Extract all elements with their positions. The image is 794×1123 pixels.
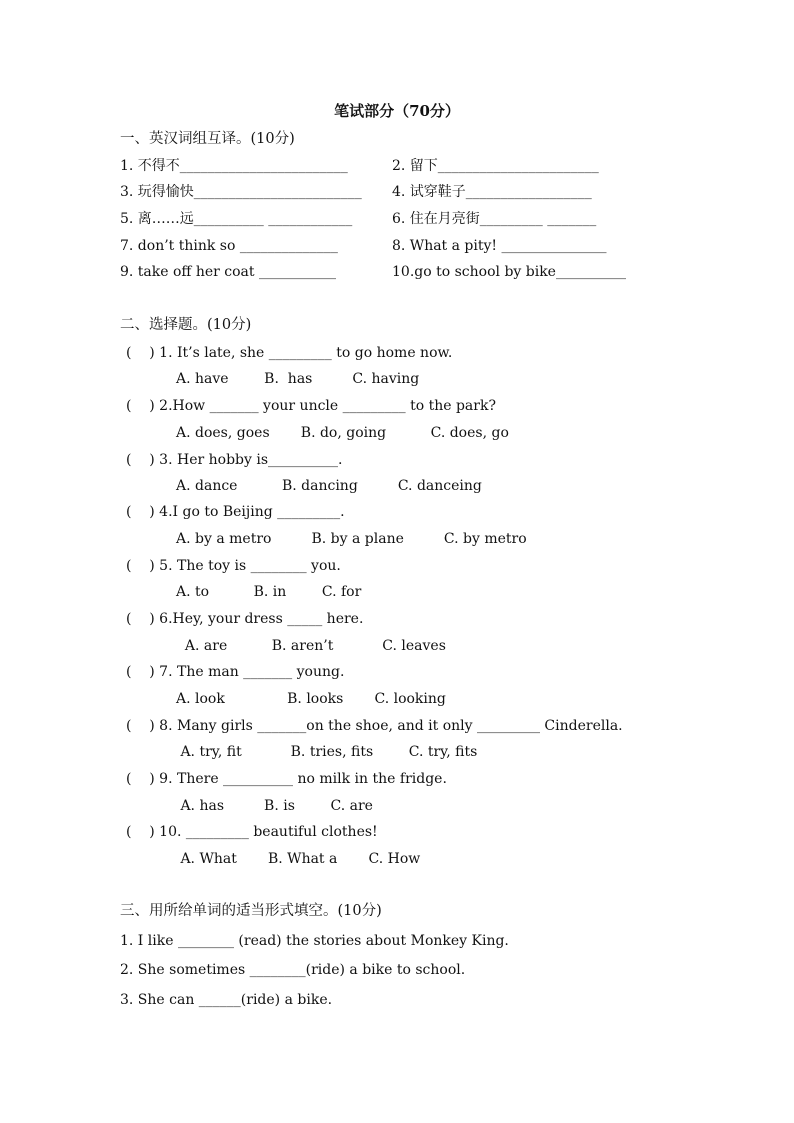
page-title: 笔试部分（70分） bbox=[334, 102, 460, 120]
choice-question: ( ) 3. Her hobby is__________. bbox=[126, 452, 343, 468]
translation-item: 1. 不得不________________________ bbox=[120, 158, 348, 174]
translation-item: 3. 玩得愉快________________________ bbox=[120, 184, 362, 200]
translation-item: 7. don’t think so ______________ bbox=[120, 238, 338, 254]
choice-question: ( ) 4.I go to Beijing _________. bbox=[126, 504, 345, 520]
choice-question: ( ) 7. The man _______ young. bbox=[126, 664, 345, 680]
choice-options: A. What B. What a C. How bbox=[176, 851, 421, 867]
choice-question: ( ) 10. _________ beautiful clothes! bbox=[126, 824, 378, 840]
translation-item: 6. 住在月亮街_________ _______ bbox=[392, 211, 597, 227]
choice-question: ( ) 2.How _______ your uncle _________ to the park? bbox=[126, 398, 496, 414]
section3-heading: 三、用所给单词的适当形式填空。(10分) bbox=[120, 903, 382, 919]
section1-heading: 一、英汉词组互译。(10分) bbox=[120, 131, 295, 147]
choice-options: A. look B. looks C. looking bbox=[176, 691, 446, 707]
translation-item: 5. 离……远__________ ____________ bbox=[120, 211, 353, 227]
choice-question: ( ) 5. The toy is ________ you. bbox=[126, 558, 341, 574]
section2-heading: 二、选择题。(10分) bbox=[120, 317, 252, 333]
choice-options: A. has B. is C. are bbox=[176, 798, 373, 814]
translation-item: 10.go to school by bike__________ bbox=[392, 264, 626, 280]
fill-blank-item: 1. I like ________ (read) the stories about Monkey King. bbox=[120, 933, 509, 949]
choice-options: A. by a metro B. by a plane C. by metro bbox=[176, 531, 527, 547]
choice-options: A. have B. has C. having bbox=[176, 371, 420, 387]
choice-options: A. does, goes B. do, going C. does, go bbox=[176, 425, 509, 441]
fill-blank-item: 2. She sometimes ________(ride) a bike to school. bbox=[120, 962, 466, 978]
translation-item: 8. What a pity! _______________ bbox=[392, 238, 607, 254]
choice-question: ( ) 6.Hey, your dress _____ here. bbox=[126, 611, 364, 627]
choice-question: ( ) 1. It’s late, she _________ to go home now. bbox=[126, 345, 453, 361]
choice-options: A. dance B. dancing C. danceing bbox=[176, 478, 482, 494]
choice-options: A. to B. in C. for bbox=[176, 584, 362, 600]
translation-item: 2. 留下_______________________ bbox=[392, 158, 599, 174]
fill-blank-item: 3. She can ______(ride) a bike. bbox=[120, 992, 333, 1008]
translation-item: 4. 试穿鞋子__________________ bbox=[392, 184, 592, 200]
choice-question: ( ) 8. Many girls _______on the shoe, and it only _________ Cinderella. bbox=[126, 718, 623, 734]
choice-question: ( ) 9. There __________ no milk in the fridge. bbox=[126, 771, 447, 787]
choice-options: A. try, fit B. tries, fits C. try, fits bbox=[176, 744, 478, 760]
choice-options: A. are B. aren’t C. leaves bbox=[176, 638, 446, 654]
translation-item: 9. take off her coat ___________ bbox=[120, 264, 336, 280]
